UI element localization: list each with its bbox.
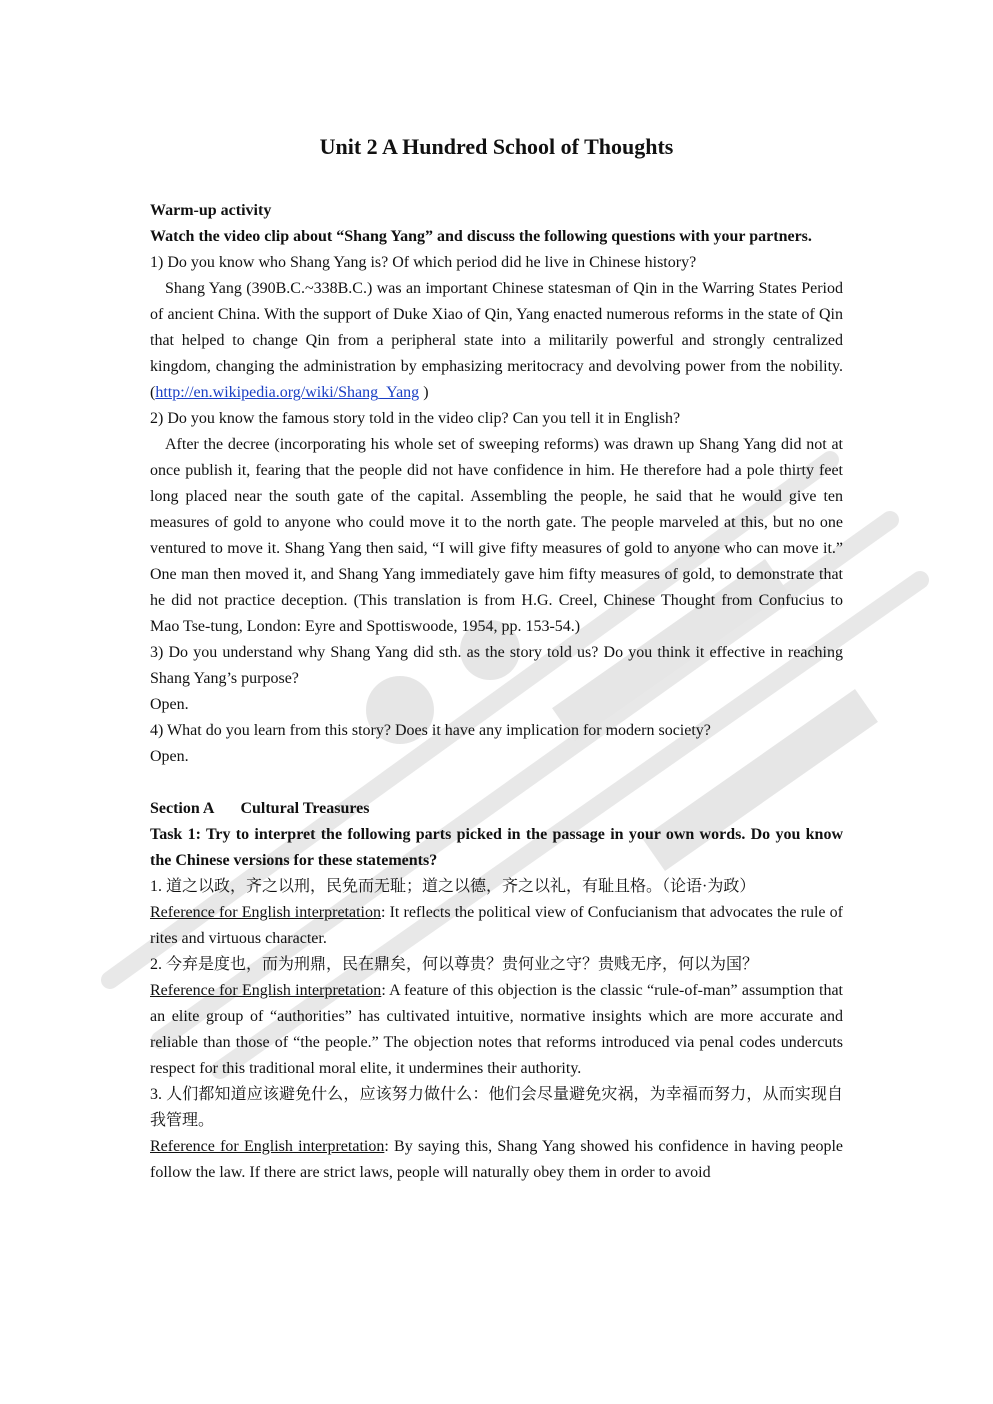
answer-1-text: Shang Yang (390B.C.~338B.C.) was an important Chinese statesman of Qin in the Warring States Period of ancient China. With the support of Duke Xiao of Qin, Yang enacted numerous reforms in the state of Qin that helped to change Qin from a peripheral state into a militarily powerful and strongly centralized kingdom, changing the administration by emphasizing meritocracy and devolving power from the nobility. (	[150, 280, 843, 401]
question-1: 1) Do you know who Shang Yang is? Of which period did he live in Chinese history?	[150, 254, 697, 271]
answer-1	[150, 276, 843, 406]
warmup-heading: Warm-up activity	[150, 202, 272, 219]
question-4: 4) What do you learn from this story? Does it have any implication for modern society?	[150, 722, 711, 739]
section-name: Cultural Treasures	[240, 800, 370, 817]
page-title: Unit 2 A Hundred School of Thoughts	[319, 134, 674, 159]
item-1-quote: 1. 道之以政，齐之以刑，民免而无耻；道之以德，齐之以礼，有耻且格。（论语·为政）	[150, 878, 756, 895]
answer-2: After the decree (incorporating his whole set of sweeping reforms) was drawn up Shang Yang did not at once publish it, fearing that the people did not have confidence in him. He therefore had a pole thirty feet long placed near the south gate of the capital. Assembling the people, he said that he would give ten measures of gold to anyone who could move it to the north gate. The people marveled at this, but no one ventured to move it. Shang Yang then said, “I will give fifty measures of gold to anyone who can move it.” One man then moved it, and Shang Yang immediately gave him fifty measures of gold, to demonstrate that he did not practice deception. (This translation is from H.G. Creel, Chinese Thought from Confucius to Mao Tse-tung, London: Eyre and Spottiswoode, 1954, pp. 153-54.)	[150, 436, 843, 635]
answer-1-end: )	[419, 384, 429, 401]
item-1-ref-text: : It reflects the political view of Confucianism that advocates the rule of rites and virtuous character.	[150, 904, 843, 947]
item-2-quote: 2. 今弃是度也，而为刑鼎，民在鼎矣，何以尊贵？贵何业之守？贵贱无序，何以为国？	[150, 956, 759, 973]
section-heading	[150, 796, 843, 822]
answer-4: Open.	[150, 748, 189, 765]
answer-3: Open.	[150, 696, 189, 713]
document-body	[150, 198, 843, 1186]
item-3-quote: 3. 人们都知道应该避免什么，应该努力做什么：他们会尽量避免灾祸，为幸福而努力，从而实现自我管理。	[150, 1086, 843, 1129]
question-3: 3) Do you understand why Shang Yang did sth. as the story told us? Do you think it effective in reaching Shang Yang’s purpose?	[150, 644, 843, 687]
warmup-instruction: Watch the video clip about “Shang Yang” and discuss the following questions with your partners.	[150, 228, 812, 245]
item-2-ref-text: : A feature of this objection is the classic “rule-of-man” assumption that an elite group of “authorities” has cultivated intuitive, normative insights which are more accurate and reliable than those of “the people.” The objection notes that reforms introduced via penal codes undercuts respect for this traditional moral elite, it undermines their authority.	[150, 982, 843, 1077]
section-label: Section A	[150, 800, 215, 817]
item-1-ref-label: Reference for English interpretation	[150, 904, 381, 921]
item-2-ref-label: Reference for English interpretation	[150, 982, 382, 999]
item-1-reference	[150, 900, 843, 952]
wikipedia-link[interactable]: http://en.wikipedia.org/wiki/Shang_Yang	[155, 384, 420, 401]
question-2: 2) Do you know the famous story told in the video clip? Can you tell it in English?	[150, 410, 681, 427]
item-3-ref-text: : By saying this, Shang Yang showed his confidence in having people follow the law. If there are strict laws, people will naturally obey them in order to avoid	[150, 1138, 843, 1181]
item-3-reference	[150, 1134, 843, 1186]
item-3-ref-label: Reference for English interpretation	[150, 1138, 385, 1155]
task-1-instruction: Task 1: Try to interpret the following parts picked in the passage in your own words. Do you know the Chinese versions for these statements?	[150, 826, 843, 869]
item-2-reference	[150, 978, 843, 1082]
